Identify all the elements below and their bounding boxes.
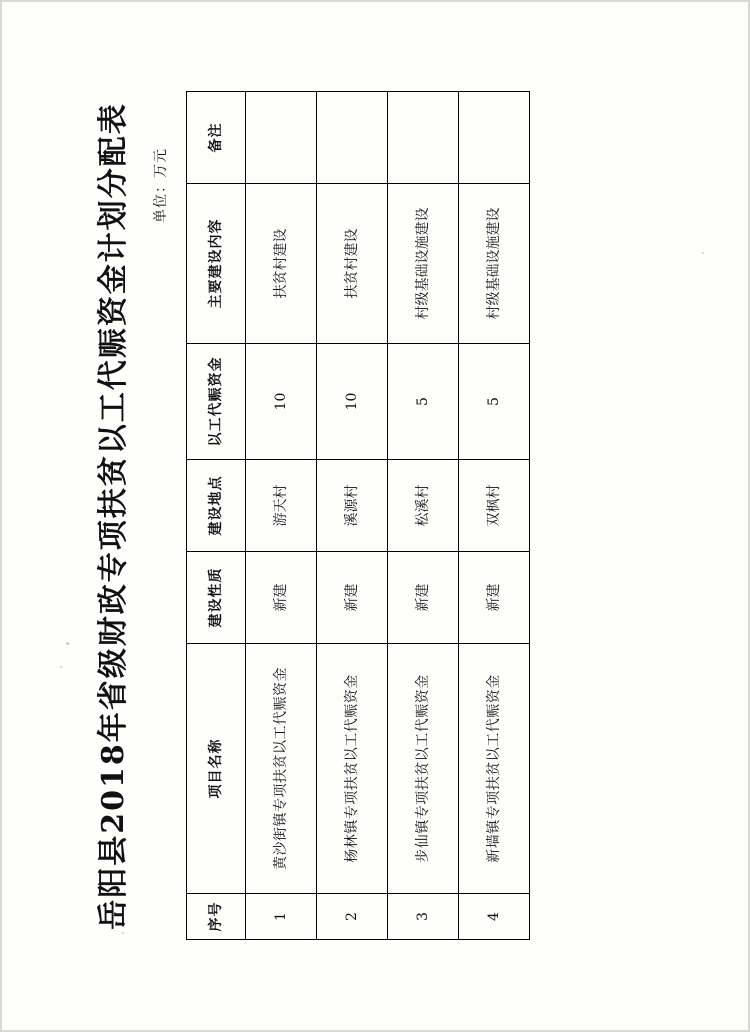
column-header-no: 序号	[187, 894, 246, 940]
cell-type: 新建	[459, 552, 530, 644]
cell-name: 新墙镇专项扶贫以工代赈资金	[459, 644, 530, 894]
cell-content: 扶贫村建设	[246, 184, 317, 344]
page-title: 岳阳县2018年省级财政专项扶贫以工代赈资金计划分配表	[96, 102, 131, 930]
cell-place: 双枫村	[459, 460, 530, 552]
cell-content: 村级基础设施建设	[388, 184, 459, 344]
cell-no: 4	[459, 894, 530, 940]
table-row	[317, 92, 388, 940]
cell-fund: 5	[459, 344, 530, 460]
cell-place: 游天村	[246, 460, 317, 552]
unit-note: 单位：万元	[153, 148, 169, 223]
allocation-table	[186, 91, 530, 940]
cell-place: 溪源村	[317, 460, 388, 552]
cell-fund: 5	[388, 344, 459, 460]
cell-fund: 10	[317, 344, 388, 460]
column-header-name: 项目名称	[187, 644, 246, 894]
column-header-remark: 备注	[187, 92, 246, 184]
column-header-fund: 以工代赈资金	[187, 344, 246, 460]
table-row	[388, 92, 459, 940]
cell-place: 松溪村	[388, 460, 459, 552]
cell-no: 2	[317, 894, 388, 940]
cell-name: 杨林镇专项扶贫以工代赈资金	[317, 644, 388, 894]
cell-name: 步仙镇专项扶贫以工代赈资金	[388, 644, 459, 894]
table-row	[459, 92, 530, 940]
cell-remark	[459, 92, 530, 184]
table-header-row	[187, 92, 246, 940]
cell-content: 扶贫村建设	[317, 184, 388, 344]
cell-no: 1	[246, 894, 317, 940]
cell-remark	[246, 92, 317, 184]
cell-remark	[388, 92, 459, 184]
table-row	[246, 92, 317, 940]
cell-no: 3	[388, 894, 459, 940]
cell-type: 新建	[388, 552, 459, 644]
column-header-place: 建设地点	[187, 460, 246, 552]
column-header-content: 主要建设内容	[187, 184, 246, 344]
cell-type: 新建	[317, 552, 388, 644]
cell-remark	[317, 92, 388, 184]
cell-type: 新建	[246, 552, 317, 644]
column-header-type: 建设性质	[187, 552, 246, 644]
cell-fund: 10	[246, 344, 317, 460]
cell-name: 黄沙街镇专项扶贫以工代赈资金	[246, 644, 317, 894]
cell-content: 村级基础设施建设	[459, 184, 530, 344]
